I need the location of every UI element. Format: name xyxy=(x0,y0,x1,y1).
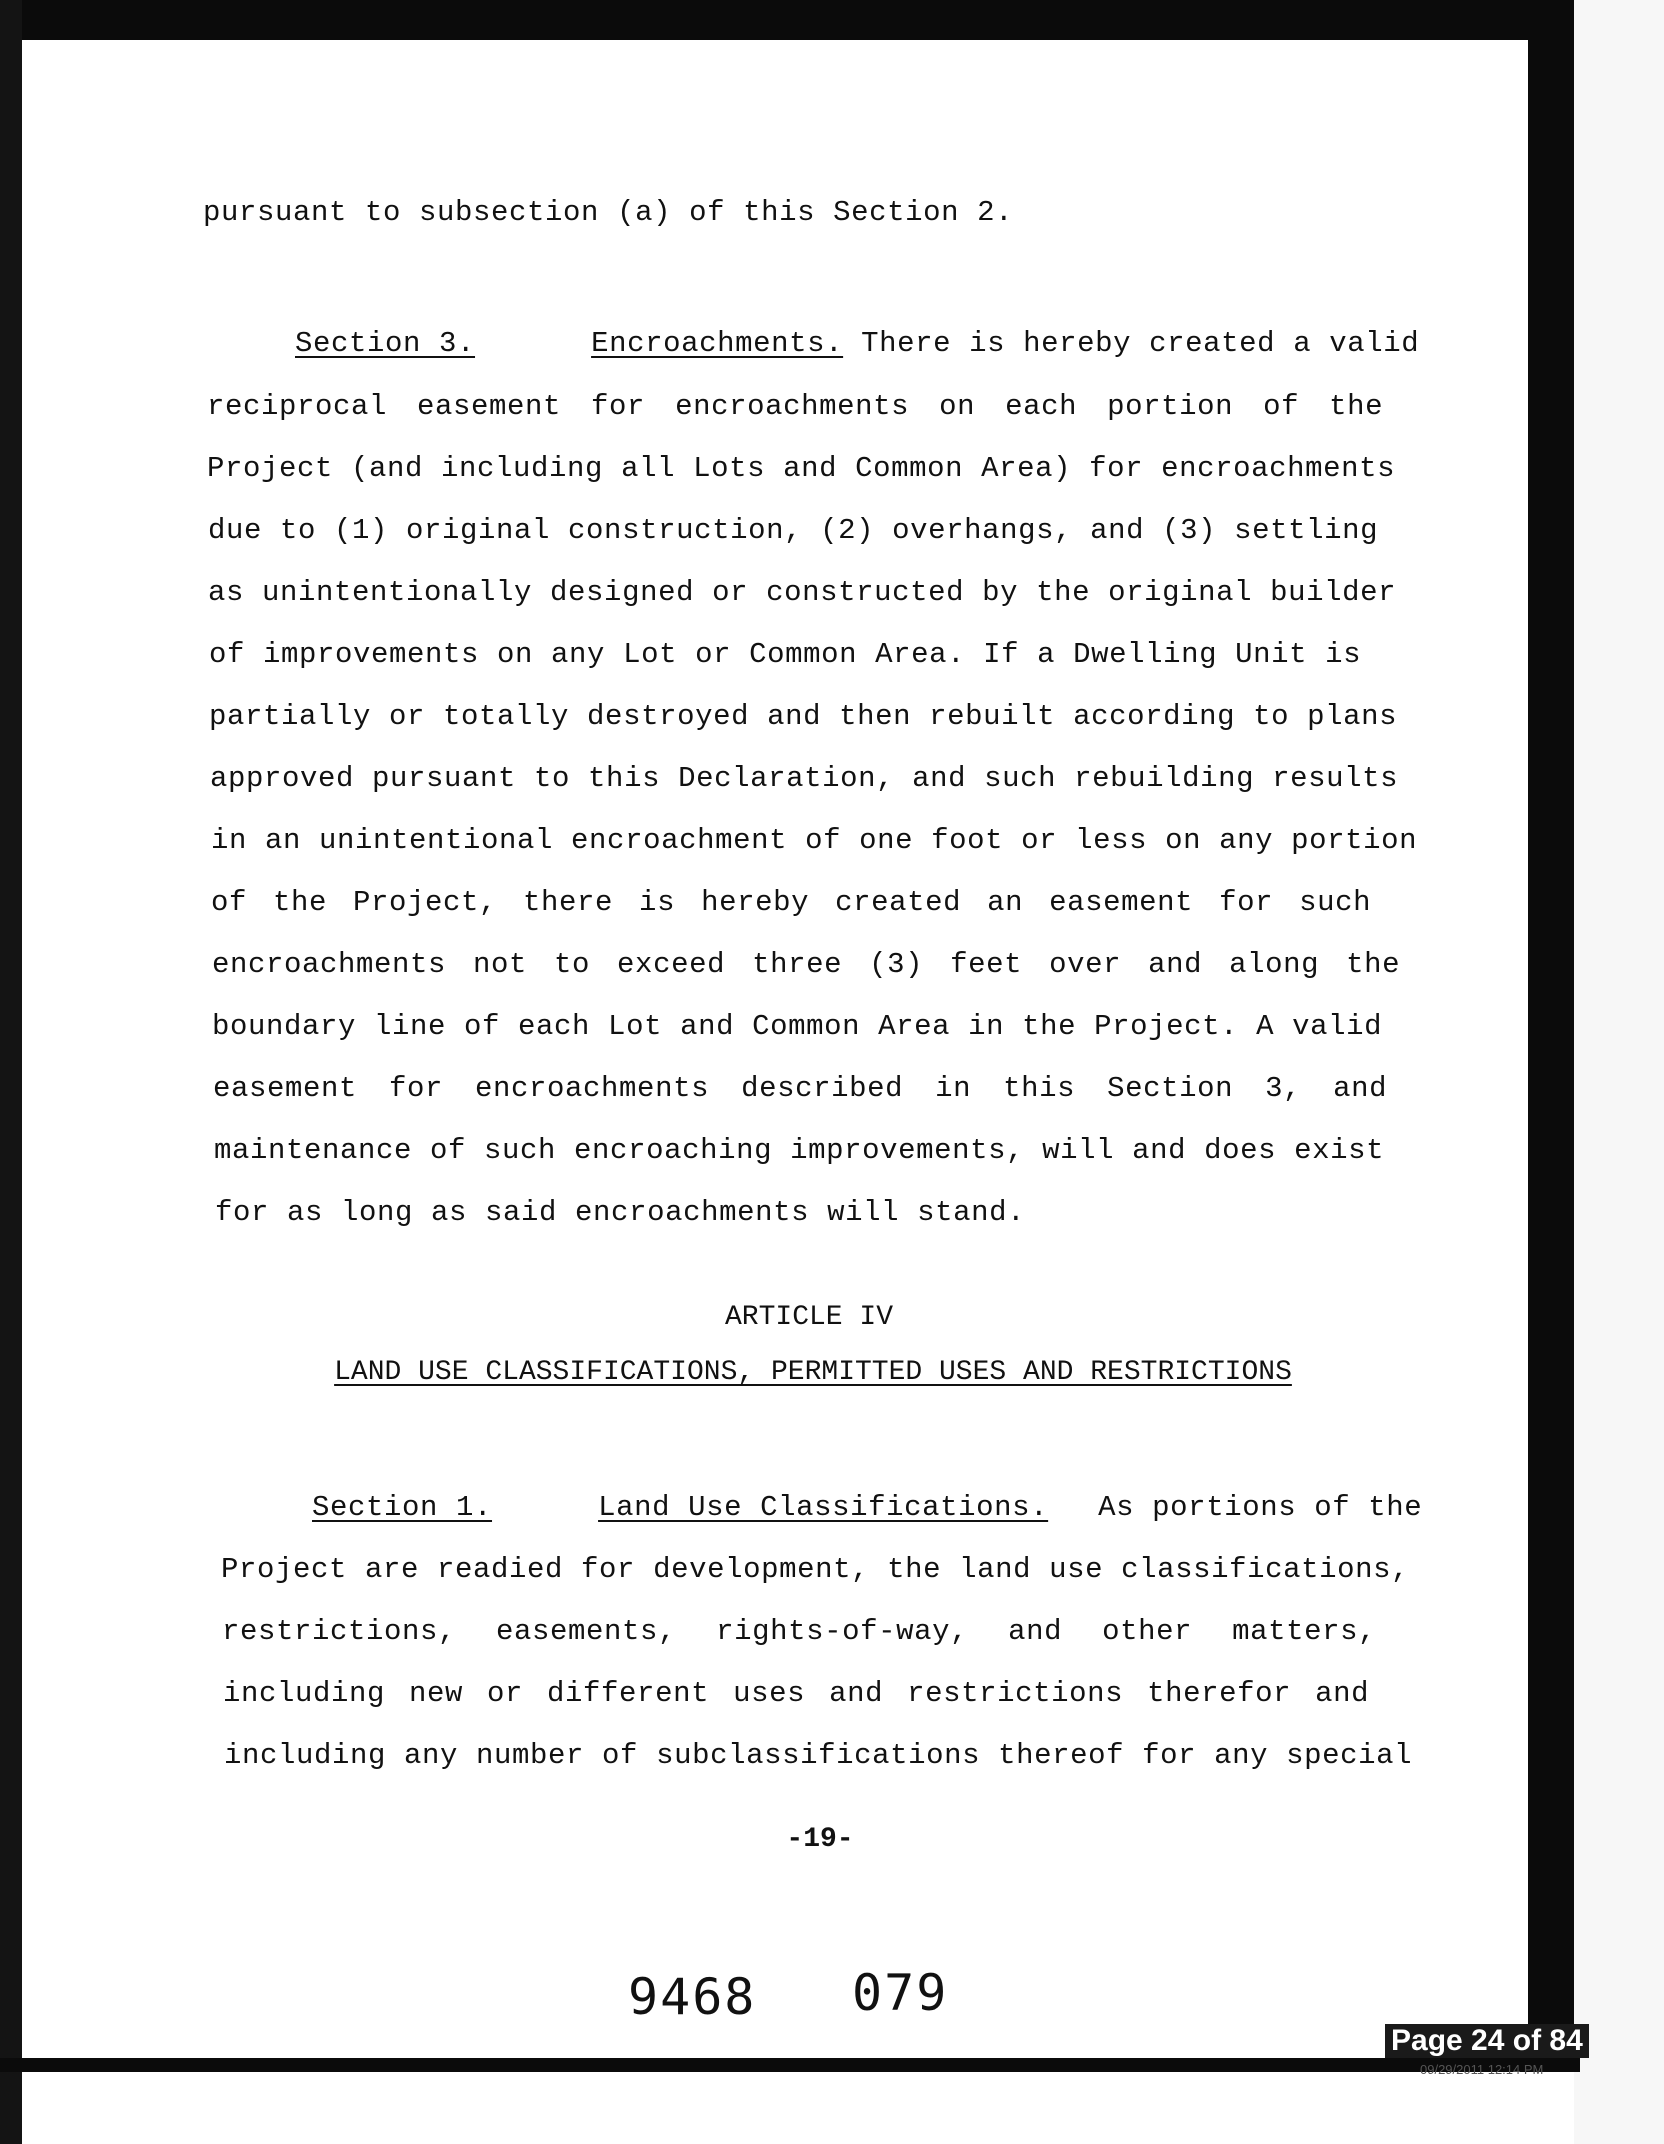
text-line-13: easement for encroachments described in this Section 3, and xyxy=(213,1072,1388,1105)
text-line-9: in an unintentional encroachment of one foot or less on any portion xyxy=(211,824,1418,857)
scan-border-top xyxy=(0,0,1664,40)
text-line-16: Project are readied for development, the land use classifications, xyxy=(221,1553,1410,1586)
text-line-8: approved pursuant to this Declaration, and such rebuilding results xyxy=(210,762,1399,795)
scan-border-right xyxy=(1528,0,1574,2070)
text-line-4: due to (1) original construction, (2) overhangs, and (3) settling xyxy=(208,514,1379,547)
scan-border-bottom xyxy=(0,2058,1580,2072)
section-3-label: Section 3. xyxy=(295,327,476,360)
document-number-right: 079 xyxy=(852,1964,949,2022)
section-1-title: Land Use Classifications. xyxy=(598,1491,1049,1524)
text-line-3: Project (and including all Lots and Common Area) for encroachments xyxy=(207,452,1396,485)
section-1-heading xyxy=(312,1491,1422,1524)
text-line-7: partially or totally destroyed and then rebuilt according to plans xyxy=(209,700,1398,733)
text-line-17: restrictions, easements, rights-of-way, and other matters, xyxy=(222,1615,1377,1648)
scan-border-left xyxy=(0,0,22,2144)
page-stamp: Page 24 of 84 xyxy=(1385,2024,1589,2058)
text-line-11: encroachments not to exceed three (3) feet over and along the xyxy=(212,948,1401,981)
section-1-label: Section 1. xyxy=(312,1491,493,1524)
text-line-15: for as long as said encroachments will stand. xyxy=(215,1196,1026,1229)
section-3-title: Encroachments. xyxy=(591,327,844,360)
page-stamp-timestamp: 09/29/2011 12:14 PM xyxy=(1420,2062,1544,2077)
section-1-lead: As portions of the xyxy=(1098,1491,1423,1524)
text-line-2: reciprocal easement for encroachments on each portion of the xyxy=(207,390,1384,423)
scan-margin-right xyxy=(1574,0,1664,2144)
section-3-lead: There is hereby created a valid xyxy=(861,327,1420,360)
text-line-10: of the Project, there is hereby created an easement for such xyxy=(211,886,1372,919)
article-number: ARTICLE IV xyxy=(724,1302,894,1333)
text-line-6: of improvements on any Lot or Common Area. If a Dwelling Unit is xyxy=(209,638,1362,671)
document-number-left: 9468 xyxy=(628,1968,757,2026)
text-line-19: including any number of subclassifications thereof for any special xyxy=(224,1739,1413,1772)
text-line-5: as unintentionally designed or constructed by the original builder xyxy=(208,576,1397,609)
text-line-14: maintenance of such encroaching improvements, will and does exist xyxy=(214,1134,1385,1167)
text-line-1: pursuant to subsection (a) of this Section 2. xyxy=(203,196,1014,229)
page-number: -19- xyxy=(786,1824,854,1855)
article-title xyxy=(4,1357,1622,1388)
article-title-text: LAND USE CLASSIFICATIONS, PERMITTED USES AND RESTRICTIONS xyxy=(334,1357,1292,1388)
text-line-12: boundary line of each Lot and Common Area in the Project. A valid xyxy=(212,1010,1383,1043)
text-line-18: including new or different uses and restrictions therefor and xyxy=(223,1677,1370,1710)
section-3-heading xyxy=(295,327,1419,360)
